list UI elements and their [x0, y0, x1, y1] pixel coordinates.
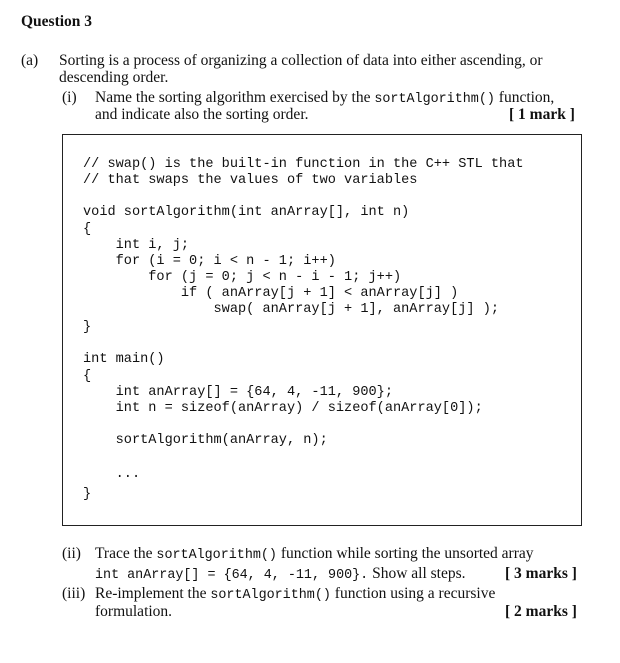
- code-line: sortAlgorithm(anArray, n);: [83, 433, 328, 448]
- code-line: void sortAlgorithm(int anArray[], int n): [83, 205, 410, 220]
- sub-iii-label: (iii): [62, 585, 86, 602]
- sub-i-label: (i): [62, 89, 77, 106]
- code-line: int n = sizeof(anArray) / sizeof(anArray[0]);: [83, 401, 483, 416]
- code-line: // swap() is the built-in function in the C++ STL that: [83, 157, 524, 172]
- code-line: for (i = 0; i < n - 1; i++): [83, 254, 336, 269]
- code-line: swap( anArray[j + 1], anArray[j] );: [83, 302, 500, 317]
- code-line: int anArray[] = {64, 4, -11, 900};: [83, 385, 393, 400]
- sub-i-text-pre: Name the sorting algorithm exercised by the: [95, 89, 375, 106]
- code-line: // that swaps the values of two variables: [83, 173, 418, 188]
- sub-ii-text-pre: Trace the: [95, 545, 157, 562]
- part-a-label: (a): [21, 52, 39, 69]
- code-line: }: [83, 320, 92, 335]
- sub-ii-text-2-post: Show all steps.: [368, 565, 466, 582]
- sub-ii-line-2: [95, 565, 466, 585]
- code-line: {: [83, 222, 92, 237]
- sub-iii-line-2: formulation.: [95, 603, 173, 620]
- sub-i-text-post: function,: [494, 89, 555, 106]
- sub-ii-code: sortAlgorithm(): [156, 548, 277, 563]
- sub-iii-line-1: [95, 585, 495, 605]
- code-line: if ( anArray[j + 1] < anArray[j] ): [83, 286, 459, 301]
- part-a-line-2: descending order.: [59, 69, 169, 86]
- sub-iii-text-pre: Re-implement the: [95, 585, 211, 602]
- code-line: int i, j;: [83, 238, 190, 253]
- code-line: for (j = 0; j < n - i - 1; j++): [83, 270, 402, 285]
- sub-ii-label: (ii): [62, 545, 81, 562]
- sub-i-line-2: and indicate also the sorting order.: [95, 106, 309, 123]
- sub-ii-line-1: [95, 545, 534, 565]
- sub-ii-marks: [ 3 marks ]: [505, 565, 577, 582]
- sub-iii-code: sortAlgorithm(): [210, 588, 331, 603]
- sub-i-code: sortAlgorithm(): [374, 92, 495, 107]
- part-a-line-1: Sorting is a process of organizing a collection of data into either ascending, or: [59, 52, 543, 69]
- sub-ii-array-code: int anArray[] = {64, 4, -11, 900}.: [95, 568, 369, 583]
- sub-i-marks: [ 1 mark ]: [509, 106, 575, 123]
- code-line: int main(): [83, 352, 165, 367]
- code-line: {: [83, 369, 92, 384]
- question-title: Question 3: [21, 13, 93, 30]
- code-line: }: [83, 487, 92, 502]
- sub-iii-marks: [ 2 marks ]: [505, 603, 577, 620]
- sub-iii-text-post: function using a recursive: [330, 585, 496, 602]
- sub-ii-text-post: function while sorting the unsorted array: [276, 545, 534, 562]
- code-line: ...: [83, 467, 141, 482]
